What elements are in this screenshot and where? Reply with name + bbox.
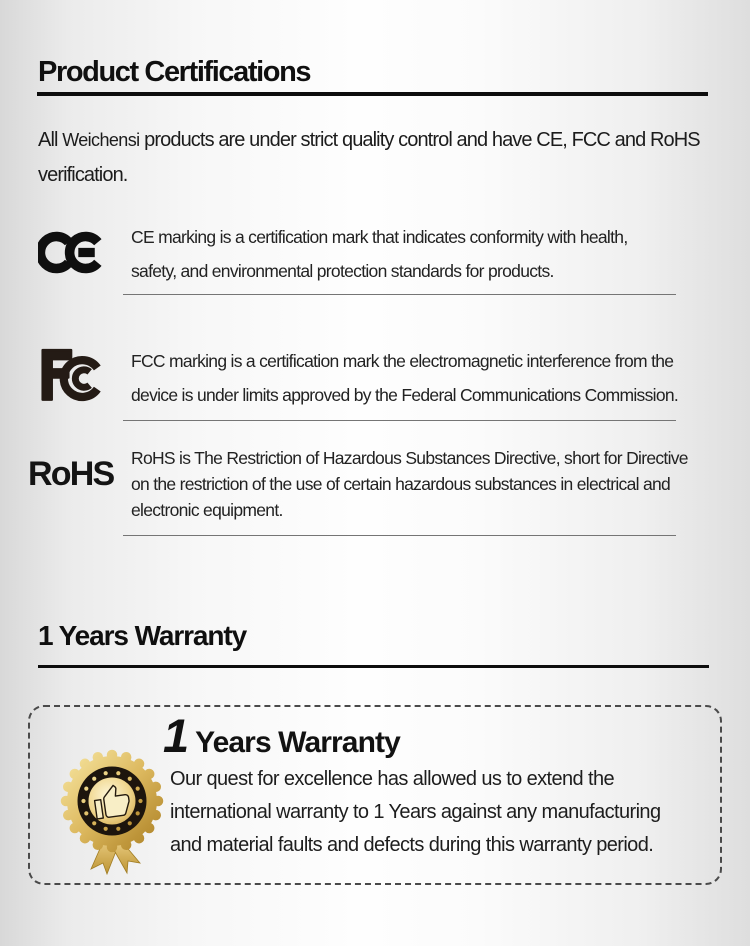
ce-mark-icon: [38, 220, 123, 279]
warranty-section-title: 1 Years Warranty: [38, 620, 247, 651]
cert-row-fcc: [38, 344, 679, 421]
warranty-title-underline: [38, 665, 709, 668]
intro-prefix: All: [38, 129, 63, 151]
cert-description-line: FCC marking is a certification mark the electromagnetic interference from the: [131, 351, 674, 371]
rohs-logo-text: RoHS: [28, 455, 114, 493]
warranty-description-line: Our quest for excellence has allowed us to extend the: [170, 768, 615, 790]
cert-description-line: safety, and environmental protection standards for products.: [131, 261, 554, 281]
cert-row-ce: [38, 220, 676, 295]
warranty-description-line: and material faults and defects during this warranty period.: [170, 834, 654, 856]
cert-description-line: RoHS is The Restriction of Hazardous Substances Directive, short for Directive: [131, 448, 688, 468]
certifications-section-title: Product Certifications: [38, 56, 311, 88]
warranty-card-title: [163, 708, 400, 762]
warranty-seal-icon: [60, 747, 164, 875]
cert-description-line: device is under limits approved by the Federal Communications Commission.: [131, 385, 679, 405]
cert-description-line: on the restriction of the use of certain hazardous substances in electrical and: [131, 474, 671, 494]
warranty-description-line: international warranty to 1 Years against any manufacturing: [170, 801, 661, 823]
certifications-title-underline: [37, 92, 708, 96]
cert-row-rohs: [28, 445, 688, 536]
intro-suffix: products are under strict quality control and have CE, FCC and RoHS verification.: [38, 129, 700, 186]
warranty-card-description: [170, 763, 710, 862]
certifications-intro: [38, 123, 728, 193]
brand-name: Weichensi: [62, 130, 140, 150]
warranty-title-text: Years Warranty: [195, 726, 400, 759]
rohs-mark-logo: [28, 445, 123, 494]
warranty-years-number: 1: [163, 709, 189, 762]
cert-description-line: electronic equipment.: [131, 500, 283, 520]
fcc-mark-icon: [38, 344, 123, 402]
cert-description-line: CE marking is a certification mark that indicates conformity with health,: [131, 227, 628, 247]
